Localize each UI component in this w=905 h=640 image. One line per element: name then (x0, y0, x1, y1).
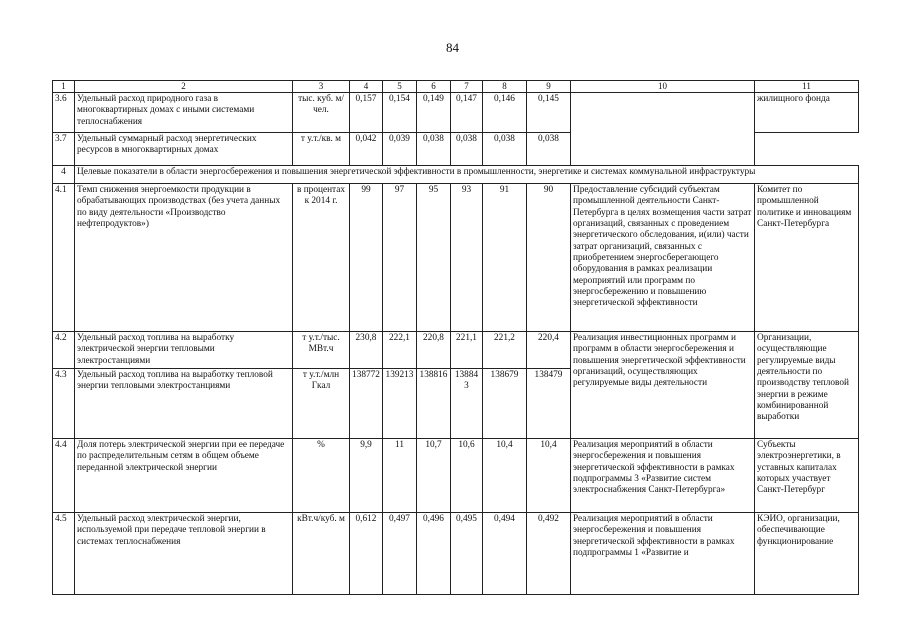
header-cell: 1 (53, 81, 75, 93)
value-cell: 11 (383, 438, 417, 512)
header-cell: 3 (293, 81, 350, 93)
value-cell: 138679 (483, 368, 527, 438)
section-row (53, 165, 859, 183)
measure-cell (571, 92, 755, 165)
table-row (53, 331, 859, 368)
header-cell: 6 (417, 81, 451, 93)
measure-cell: Предоставление субсидий субъектам промышленной деятельности Санкт-Петербурга в целях возмещения части затрат организаций, связанных с проведением энергетического обследования, и(или) части затрат организаций, связанных с приобретением энергосберегающего оборудования в рамках реализации мероприятий или программ по энергосбережению и повышению энергетической эффективности (571, 183, 755, 331)
row-number: 4.3 (53, 368, 75, 438)
value-cell: 220,4 (527, 331, 571, 368)
value-cell: 230,8 (350, 331, 383, 368)
value-cell: 95 (417, 183, 451, 331)
value-cell: 10,4 (527, 438, 571, 512)
empty-cell (755, 132, 859, 165)
value-cell: 0,496 (417, 512, 451, 594)
indicator-name: Удельный расход топлива на выработку электрической энергии тепловыми электростанциями (75, 331, 293, 368)
table-row (53, 512, 859, 594)
header-cell: 4 (350, 81, 383, 93)
row-number: 4.5 (53, 512, 75, 594)
value-cell: 220,8 (417, 331, 451, 368)
header-cell: 8 (483, 81, 527, 93)
value-cell: 0,038 (483, 132, 527, 165)
unit-cell: тыс. куб. м/чел. (293, 92, 350, 132)
value-cell: 0,146 (483, 92, 527, 132)
value-cell: 97 (383, 183, 417, 331)
indicator-name: Удельный суммарный расход энергетических ресурсов в многоквартирных домах (75, 132, 293, 165)
value-cell: 93 (451, 183, 483, 331)
value-cell: 138816 (417, 368, 451, 438)
table-row (53, 183, 859, 331)
responsible-cell: Субъекты электроэнергетики, в уставных капиталах которых участвует Санкт-Петербург (755, 438, 859, 512)
section-title: Целевые показатели в области энергосбережения и повышения энергетической эффективности в промышленности, энергетике и системах коммунальной инфраструктуры (75, 165, 859, 183)
header-cell: 11 (755, 81, 859, 93)
value-cell: 0,495 (451, 512, 483, 594)
row-number: 3.7 (53, 132, 75, 165)
value-cell: 0,038 (417, 132, 451, 165)
responsible-cell: КЭИО, организации, обеспечивающие функционирование (755, 512, 859, 594)
value-cell: 221,2 (483, 331, 527, 368)
value-cell: 10,6 (451, 438, 483, 512)
responsible-cell: жилищного фонда (755, 92, 859, 132)
value-cell: 0,038 (527, 132, 571, 165)
value-cell: 138772 (350, 368, 383, 438)
value-cell: 222,1 (383, 331, 417, 368)
unit-cell: % (293, 438, 350, 512)
value-cell: 0,149 (417, 92, 451, 132)
indicator-name: Удельный расход природного газа в многоквартирных домах с иными системами теплоснабжения (75, 92, 293, 132)
row-number: 4.2 (53, 331, 75, 368)
unit-cell: в процентах к 2014 г. (293, 183, 350, 331)
row-number: 4.1 (53, 183, 75, 331)
value-cell: 139213 (383, 368, 417, 438)
header-cell: 10 (571, 81, 755, 93)
unit-cell: т у.т./тыс. МВт.ч (293, 331, 350, 368)
row-number: 4.4 (53, 438, 75, 512)
table-row (53, 438, 859, 512)
value-cell: 9,9 (350, 438, 383, 512)
value-cell: 138843 (451, 368, 483, 438)
value-cell: 221,1 (451, 331, 483, 368)
value-cell: 0,157 (350, 92, 383, 132)
unit-cell: кВт.ч/куб. м (293, 512, 350, 594)
page-number: 84 (446, 40, 459, 55)
indicator-name: Темп снижения энергоемкости продукции в обрабатывающих производствах (без учета данных по виду деятельности «Производство нефтепродуктов») (75, 183, 293, 331)
value-cell: 0,039 (383, 132, 417, 165)
header-cell: 7 (451, 81, 483, 93)
value-cell: 0,612 (350, 512, 383, 594)
value-cell: 0,042 (350, 132, 383, 165)
value-cell: 0,492 (527, 512, 571, 594)
header-cell: 2 (75, 81, 293, 93)
header-cell: 9 (527, 81, 571, 93)
value-cell: 0,154 (383, 92, 417, 132)
table-header-row (53, 81, 859, 93)
measure-cell: Реализация мероприятий в области энергосбережения и повышения энергетической эффективности в рамках подпрограммы 3 «Развитие систем электроснабжения Санкт-Петербурга» (571, 438, 755, 512)
value-cell: 10,4 (483, 438, 527, 512)
indicator-name: Удельный расход электрической энергии, используемой при передаче тепловой энергии в системах теплоснабжения (75, 512, 293, 594)
value-cell: 138479 (527, 368, 571, 438)
value-cell: 0,494 (483, 512, 527, 594)
header-cell: 5 (383, 81, 417, 93)
unit-cell: т у.т./кв. м (293, 132, 350, 165)
value-cell: 10,7 (417, 438, 451, 512)
value-cell: 0,038 (451, 132, 483, 165)
unit-cell: т у.т./млн Гкал (293, 368, 350, 438)
row-number: 3.6 (53, 92, 75, 132)
indicator-name: Доля потерь электрической энергии при ее передаче по распределительным сетям в общем объеме переданной электрической энергии (75, 438, 293, 512)
indicators-table (52, 80, 859, 595)
measure-cell: Реализация инвестиционных программ и программ в области энергосбережения и повышения энергетической эффективности организаций, осуществляющих регулируемые виды деятельности (571, 331, 755, 438)
section-number: 4 (53, 165, 75, 183)
measure-cell: Реализация мероприятий в области энергосбережения и повышения энергетической эффективности в рамках подпрограммы 1 «Развитие и (571, 512, 755, 594)
value-cell: 0,145 (527, 92, 571, 132)
value-cell: 91 (483, 183, 527, 331)
responsible-cell: Комитет по промышленной политике и инновациям Санкт-Петербурга (755, 183, 859, 331)
value-cell: 90 (527, 183, 571, 331)
indicator-name: Удельный расход топлива на выработку тепловой энергии тепловыми электростанциями (75, 368, 293, 438)
responsible-cell: Организации, осуществляющие регулируемые виды деятельности по производству тепловой энергии в режиме комбинированной выработки (755, 331, 859, 438)
value-cell: 0,497 (383, 512, 417, 594)
table-row (53, 92, 859, 132)
value-cell: 0,147 (451, 92, 483, 132)
value-cell: 99 (350, 183, 383, 331)
